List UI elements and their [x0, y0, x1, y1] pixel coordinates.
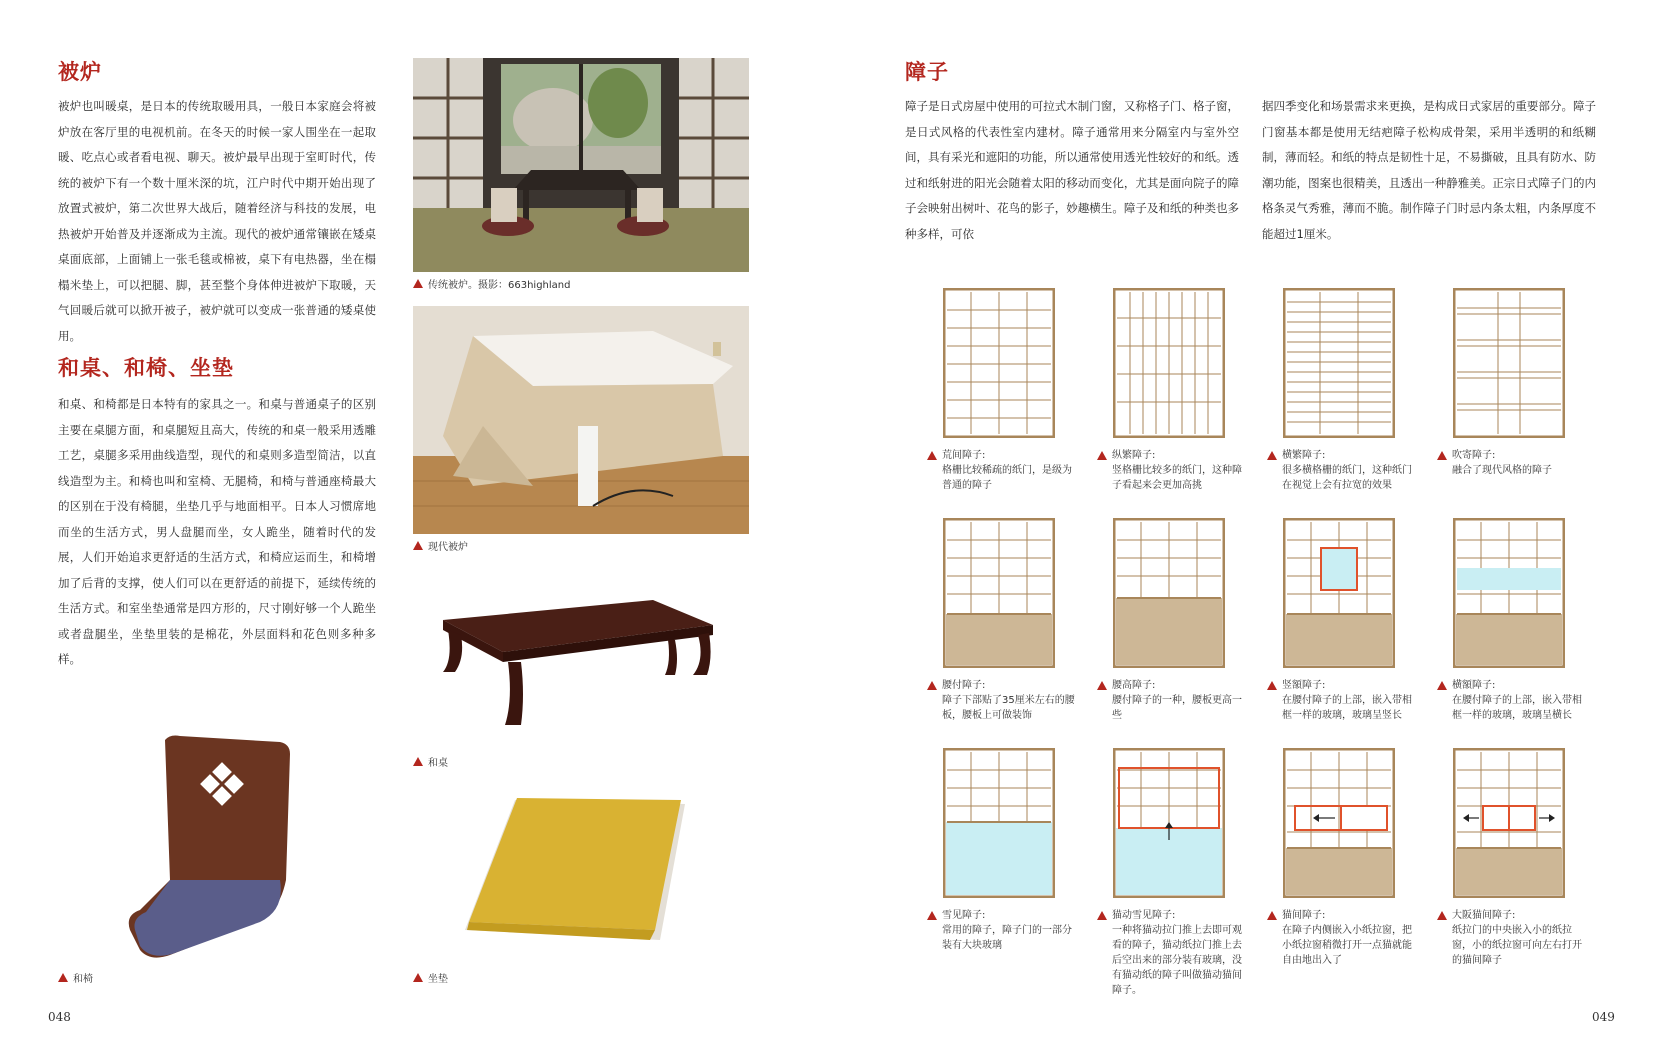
traditional-kotatsu-caption: [413, 276, 570, 291]
caption-marker-icon: [1097, 451, 1107, 460]
low-table-caption: [413, 754, 448, 769]
caption-marker-icon: [1097, 681, 1107, 690]
caption-marker-icon: [1097, 911, 1107, 920]
caption-text: 传统被炉。摄影：663highland: [428, 280, 571, 291]
page-number-right: 049: [1592, 1010, 1615, 1024]
caption-marker-icon: [927, 911, 937, 920]
legless-chair-caption: [58, 970, 93, 985]
diagram-description: 在腰付障子的上部，嵌入带相框一样的玻璃，玻璃呈横长: [1452, 695, 1582, 721]
shoji-caption-7: [1267, 678, 1417, 723]
shoji-diagram-4: [1453, 288, 1565, 438]
shoji-diagram-2: [1113, 288, 1225, 438]
caption-marker-icon: [1437, 681, 1447, 690]
shoji-diagram-5: [943, 518, 1055, 668]
diagram-description: 障子下部贴了35厘米左右的腰板，腰板上可做装饰: [942, 695, 1075, 721]
caption-marker-icon: [1437, 451, 1447, 460]
legless-chair-photo: [110, 730, 310, 964]
diagram-name: 猫动雪见障子:: [1112, 910, 1176, 921]
cushion-photo: [445, 790, 695, 950]
shoji-caption-12: [1437, 908, 1587, 968]
shoji-caption-8: [1437, 678, 1587, 723]
shoji-caption-5: [927, 678, 1077, 723]
low-table-photo: [413, 580, 733, 750]
traditional-kotatsu-photo: [413, 58, 749, 272]
diagram-name: 腰付障子:: [942, 680, 986, 691]
shoji-diagram-10: [1113, 748, 1225, 898]
modern-kotatsu-photo: [413, 306, 749, 534]
shoji-diagram-7: [1283, 518, 1395, 668]
caption-marker-icon: [1267, 451, 1277, 460]
modern-kotatsu-caption: [413, 538, 468, 553]
caption-text: 现代被炉: [428, 542, 468, 553]
diagram-description: 腰付障子的一种，腰板更高一些: [1112, 695, 1242, 721]
diagram-name: 吹寄障子:: [1452, 450, 1496, 461]
shoji-diagram-3: [1283, 288, 1395, 438]
caption-marker-icon: [58, 973, 68, 982]
shoji-diagram-1: [943, 288, 1055, 438]
diagram-name: 雪见障子:: [942, 910, 986, 921]
caption-marker-icon: [927, 681, 937, 690]
shoji-heading: 障子: [905, 59, 949, 84]
diagram-name: 荒间障子:: [942, 450, 986, 461]
shoji-caption-9: [927, 908, 1077, 953]
diagram-description: 在腰付障子的上部，嵌入带相框一样的玻璃，玻璃呈竖长: [1282, 695, 1412, 721]
shoji-diagram-11: [1283, 748, 1395, 898]
diagram-name: 腰高障子:: [1112, 680, 1156, 691]
caption-marker-icon: [1267, 911, 1277, 920]
shoji-diagram-6: [1113, 518, 1225, 668]
diagram-name: 纵繁障子:: [1112, 450, 1156, 461]
diagram-description: 竖格栅比较多的纸门，这种障子看起来会更加高挑: [1112, 465, 1242, 491]
diagram-description: 很多横格栅的纸门，这种纸门在视觉上会有拉宽的效果: [1282, 465, 1412, 491]
shoji-caption-6: [1097, 678, 1247, 723]
shoji-diagram-9: [943, 748, 1055, 898]
diagram-name: 横額障子:: [1452, 680, 1496, 691]
caption-marker-icon: [413, 973, 423, 982]
diagram-description: 常用的障子，障子门的一部分装有大块玻璃: [942, 925, 1072, 951]
caption-marker-icon: [1267, 681, 1277, 690]
diagram-name: 猫间障子:: [1282, 910, 1326, 921]
shoji-caption-1: [927, 448, 1077, 493]
shoji-caption-4: [1437, 448, 1587, 478]
diagram-description: 一种将猫动拉门推上去即可观看的障子，猫动纸拉门推上去后空出来的部分装有玻璃，没有猫动纸的障子叫做猫动猫间障子。: [1112, 925, 1242, 996]
shoji-diagram-12: [1453, 748, 1565, 898]
diagram-description: 融合了现代风格的障子: [1452, 465, 1552, 476]
diagram-description: 格栅比较稀疏的纸门，是级为普通的障子: [942, 465, 1072, 491]
diagram-description: 纸拉门的中央嵌入小的纸拉窗，小的纸拉窗可向左右打开的猫间障子: [1452, 925, 1582, 966]
furniture-paragraph: 和桌、和椅都是日本特有的家具之一。和桌与普通桌子的区别主要在桌腿方面，和桌腿短且高大，传统的和桌一般采用透雕工艺，桌腿多采用曲线造型，现代的和桌则多造型简洁，以直线造型为主。和椅也叫和室椅、无腿椅，和椅与普通座椅最大的区别在于没有椅腿，坐垫几乎与地面相平。日本人习惯席地而坐的生活方式，男人盘腿而坐，女人跪坐，随着时代的发展，人们开始追求更舒适的生活方式，和椅应运而生，和椅增加了后背的支撑，使人们可以在更舒适的前提下，延续传统的生活方式。和室坐垫通常是四方形的，尺寸刚好够一个人跪坐或者盘腿坐，坐垫里装的是棉花，外层面料和花色则多种多样。: [58, 397, 376, 666]
shoji-paragraph-col2: 据四季变化和场景需求来更换，是构成日式家居的重要部分。障子门窗基本都是使用无结疤障子松构成骨架，采用半透明的和纸糊制，薄而轻。和纸的特点是韧性十足，不易撕破，且具有防水、防潮功能，图案也很精美，且透出一种静雅美。正宗日式障子门的内格条灵气秀雅，薄而不脆。制作障子门时忌内条太粗，内条厚度不能超过1厘米。: [1262, 99, 1596, 241]
shoji-diagram-8: [1453, 518, 1565, 668]
shoji-caption-3: [1267, 448, 1417, 493]
diagram-description: 在障子内侧嵌入小纸拉窗，把小纸拉窗稍微打开一点猫就能自由地出入了: [1282, 925, 1412, 966]
diagram-name: 横繁障子:: [1282, 450, 1326, 461]
caption-marker-icon: [413, 279, 423, 288]
caption-marker-icon: [413, 541, 423, 550]
caption-text: 和椅: [73, 974, 93, 985]
shoji-caption-10: [1097, 908, 1247, 998]
cushion-caption: [413, 970, 448, 985]
caption-marker-icon: [413, 757, 423, 766]
furniture-heading: 和桌、和椅、坐垫: [58, 355, 234, 380]
caption-marker-icon: [1437, 911, 1447, 920]
shoji-caption-11: [1267, 908, 1417, 968]
diagram-name: 大阪猫间障子:: [1452, 910, 1516, 921]
page-number-left: 048: [48, 1010, 71, 1024]
shoji-paragraph-col1: 障子是日式房屋中使用的可拉式木制门窗，又称格子门、格子窗，是日式风格的代表性室内建材。障子通常用来分隔室内与室外空间，具有采光和遮阳的功能，所以通常使用透光性较好的和纸。透过和纸射进的阳光会随着太阳的移动而变化，尤其是面向院子的障子会映射出树叶、花鸟的影子，妙趣横生。障子及和纸的种类也多种多样，可依: [905, 99, 1239, 241]
diagram-name: 竖額障子:: [1282, 680, 1326, 691]
shoji-caption-2: [1097, 448, 1247, 493]
kotatsu-heading: 被炉: [58, 59, 102, 84]
caption-marker-icon: [927, 451, 937, 460]
caption-text: 坐垫: [428, 974, 448, 985]
caption-text: 和桌: [428, 758, 448, 769]
kotatsu-paragraph: 被炉也叫暖桌，是日本的传统取暖用具，一般日本家庭会将被炉放在客厅里的电视机前。在冬天的时候一家人围坐在一起取暖、吃点心或者看电视、聊天。被炉最早出现于室町时代，传统的被炉下有一个数十厘米深的坑，江户时代中期开始出现了放置式被炉，第二次世界大战后，随着经济与科技的发展，电热被炉开始普及并逐渐成为主流。现代的被炉通常镶嵌在矮桌桌面底部，上面铺上一张毛毯或棉被，桌下有电热器，坐在榻榻米垫上，可以把腿、脚，甚至整个身体伸进被炉下取暖，天气回暖后就可以掀开被子，被炉就可以变成一张普通的矮桌使用。: [58, 99, 376, 343]
